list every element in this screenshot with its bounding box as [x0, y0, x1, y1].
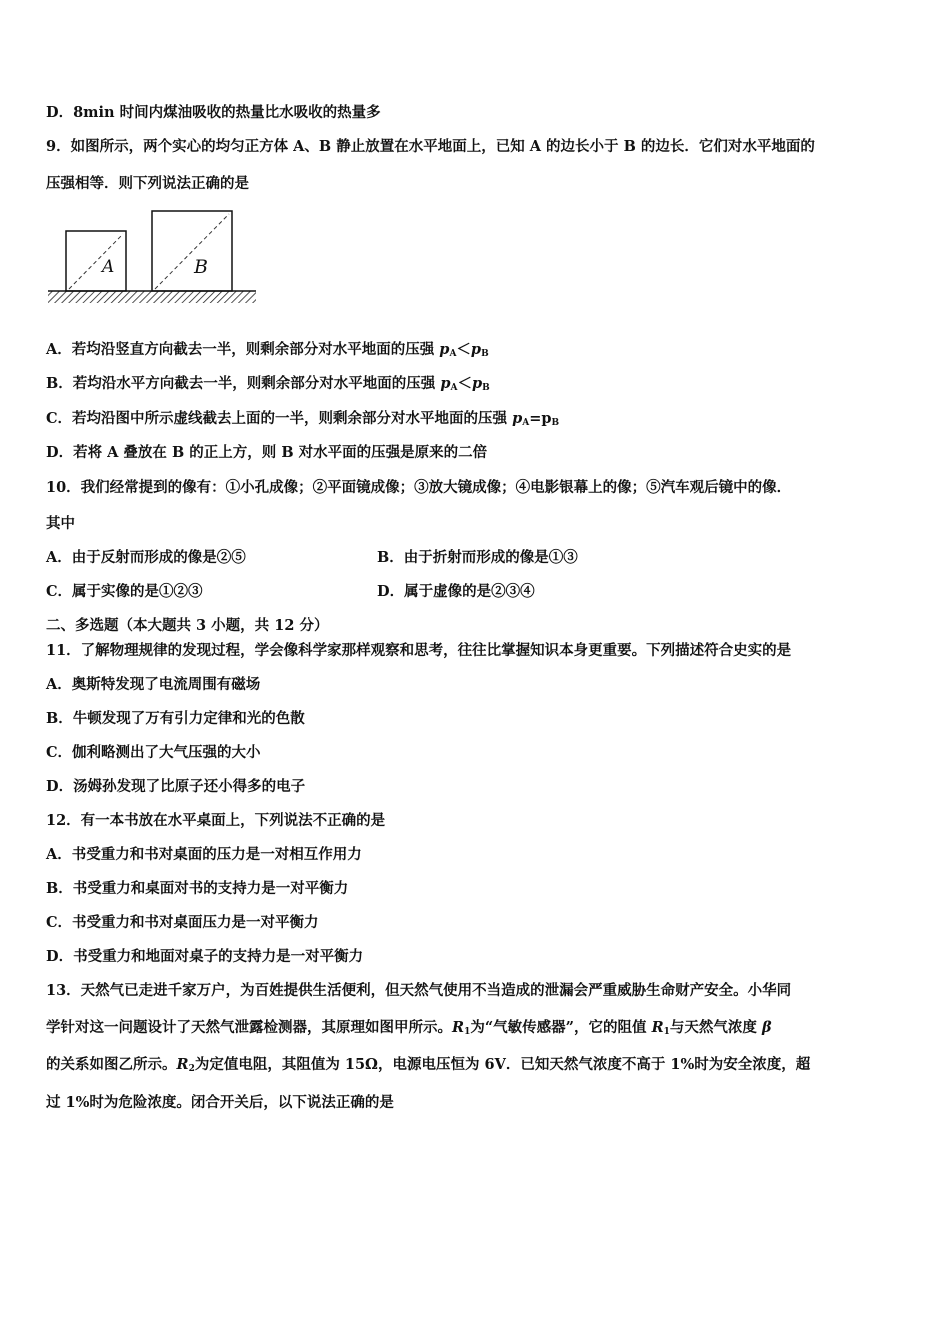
q12-option-a: A．书受重力和书对桌面的压力是一对相互作用力 [46, 846, 362, 863]
cube-a-label: A [102, 257, 115, 277]
q9-stem-line-2: 压强相等．则下列说法正确的是 [46, 175, 249, 192]
q11-option-d: D．汤姆孙发现了比原子还小得多的电子 [46, 778, 306, 795]
q11-option-a: A．奥斯特发现了电流周围有磁场 [46, 676, 261, 693]
q10-option-d: D．属于虚像的是②③④ [377, 583, 535, 600]
q10-option-c: C．属于实像的是①②③ [46, 583, 203, 600]
ground-hatch [48, 291, 256, 303]
q13-stem-line-1: 13．天然气已走进千家万户，为百姓提供生活便利，但天然气使用不当造成的泄漏会严重威胁生命财产安全。小华同 [46, 982, 792, 999]
q13-stem-line-4: 过 1%时为危险浓度。闭合开关后，以下说法正确的是 [46, 1094, 394, 1111]
cube-b-diagonal [155, 214, 229, 289]
q12-option-c: C．书受重力和书对桌面压力是一对平衡力 [46, 914, 319, 931]
q10-stem-line-2: 其中 [46, 515, 75, 532]
q13-stem-line-2: 学针对这一问题设计了天然气泄露检测器，其原理如图甲所示。$R_1$为“气敏传感器”，它的阻值 $R_1$与天然气浓度 β [46, 1019, 772, 1037]
q9-stem-line-1: 9．如图所示，两个实心的均匀正方体 A、B 静止放置在水平地面上，已知 A 的边长小于 B 的边长．它们对水平地面的 [46, 138, 815, 155]
q11-option-b: B．牛顿发现了万有引力定律和光的色散 [46, 710, 305, 727]
q9-option-b: B．若均沿水平方向截去一半，则剩余部分对水平地面的压强 $p_A<p_B$ [46, 375, 490, 393]
section-heading-multi-choice: 二、多选题（本大题共 3 小题，共 12 分） [46, 617, 329, 634]
q12-option-b: B．书受重力和桌面对书的支持力是一对平衡力 [46, 880, 349, 897]
cube-b-label: B [194, 256, 208, 278]
q9-option-d: D．若将 A 叠放在 B 的正上方，则 B 对水平面的压强是原来的二倍 [46, 444, 488, 461]
q13-stem-line-3: 的关系如图乙所示。$R_2$为定值电阻，其阻值为 15Ω，电源电压恒为 6V．已知天然气浓度不高于 1%时为安全浓度，超 [46, 1056, 811, 1074]
q11-stem: 11．了解物理规律的发现过程，学会像科学家那样观察和思考，往往比掌握知识本身更重要。下列描述符合史实的是 [46, 642, 792, 659]
q10-stem-line-1: 10．我们经常提到的像有：①小孔成像；②平面镜成像；③放大镜成像；④电影银幕上的像；⑤汽车观后镜中的像． [46, 479, 792, 496]
q9-figure [46, 205, 258, 305]
q9-option-c: C．若均沿图中所示虚线截去上面的一半，则剩余部分对水平地面的压强 $p_A=p_B$ [46, 410, 560, 428]
q8-option-d: D．8min 时间内煤油吸收的热量比水吸收的热量多 [46, 104, 381, 121]
cube-a-diagonal [69, 234, 123, 289]
q12-stem: 12．有一本书放在水平桌面上，下列说法不正确的是 [46, 812, 386, 829]
q11-option-c: C．伽利略测出了大气压强的大小 [46, 744, 261, 761]
q12-option-d: D．书受重力和地面对桌子的支持力是一对平衡力 [46, 948, 364, 965]
q10-option-a: A．由于反射而形成的像是②⑤ [46, 549, 246, 566]
q10-option-b: B．由于折射而形成的像是①③ [377, 549, 578, 566]
q9-option-a: A．若均沿竖直方向截去一半，则剩余部分对水平地面的压强 $p_A<p_B$ [46, 341, 489, 359]
